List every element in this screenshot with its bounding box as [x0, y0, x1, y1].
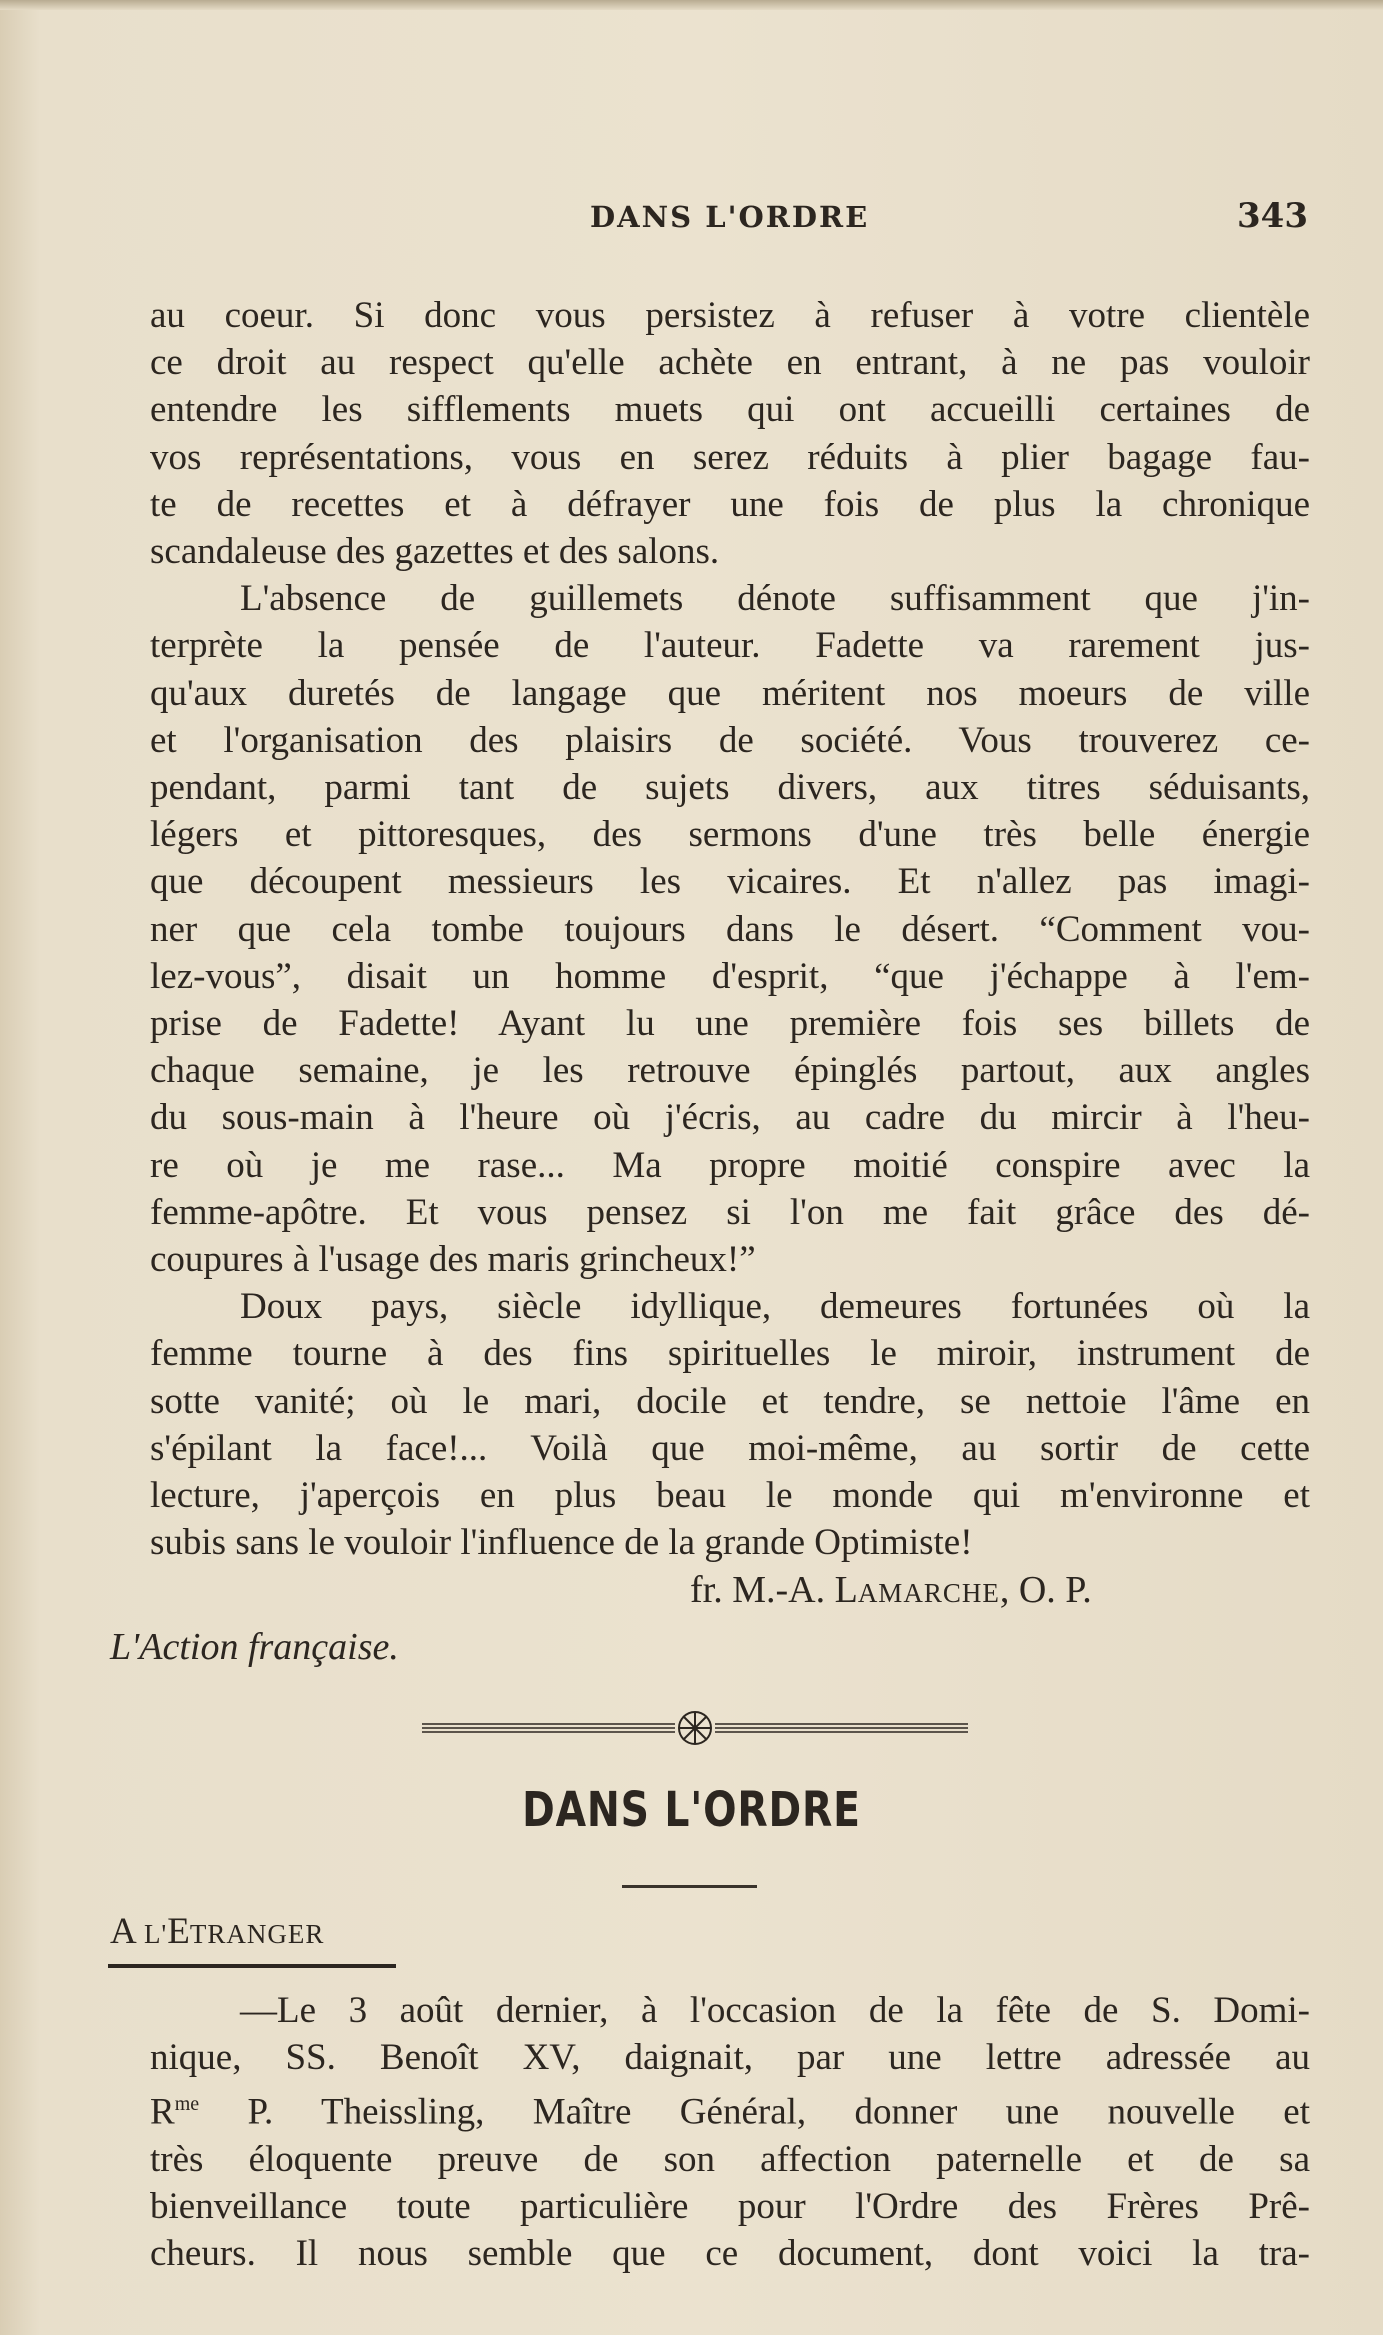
running-head: DANS L'ORDRE — [590, 200, 870, 234]
subheading-smallcaps-1: L' — [143, 1919, 168, 1949]
paragraph-2 — [150, 575, 1310, 1283]
paragraph-3 — [150, 1283, 1310, 1566]
text-line-with-abbr — [150, 2081, 1310, 2136]
text-line: ner que cela tombe toujours dans le désert. “Comment vou- — [150, 908, 1310, 950]
text-line: subis sans le vouloir l'influence de la grande Optimiste! — [150, 1522, 973, 1564]
subheading-rule — [108, 1964, 396, 1968]
text-line: entendre les sifflements muets qui ont accueilli certaines de — [150, 389, 1310, 431]
article-body — [150, 292, 1310, 1566]
ornament-divider-icon — [420, 1708, 970, 1748]
text-line: cheurs. Il nous semble que ce document, dont voici la tra- — [150, 2233, 1310, 2275]
text-line: que découpent messieurs les vicaires. Et n'allez pas imagi- — [150, 861, 1310, 903]
abbr-main: R — [150, 2091, 175, 2133]
text-line: très éloquente preuve de son affection paternelle et de sa — [150, 2138, 1310, 2180]
subheading-cap: E — [167, 1911, 190, 1952]
text-line: sotte vanité; où le mari, docile et tendre, se nettoie l'âme en — [150, 1380, 1310, 1422]
author-signature — [690, 1568, 1092, 1612]
abbr-sup: me — [174, 2093, 200, 2116]
text-line: Doux pays, siècle idyllique, demeures fortunées où la — [240, 1286, 1310, 1328]
signature-prefix: fr. M.-A. L — [690, 1569, 858, 1611]
text-line: te de recettes et à défrayer une fois de plus la chronique — [150, 483, 1310, 525]
text-line: pendant, parmi tant de sujets divers, aux titres séduisants, — [150, 767, 1310, 809]
signature-suffix: , O. P. — [999, 1569, 1092, 1611]
text-line: bienveillance toute particulière pour l'Ordre des Frères Prê- — [150, 2186, 1310, 2228]
text-line: P. Theissling, Maître Général, donner une nouvelle et — [247, 2091, 1310, 2133]
signature-name: AMARCHE — [857, 1578, 1000, 1608]
text-line: L'absence de guillemets dénote suffisamment que j'in- — [240, 578, 1310, 620]
title-rule — [622, 1885, 757, 1888]
text-line: nique, SS. Benoît XV, daignait, par une lettre adressée au — [150, 2037, 1310, 2079]
text-line: scandaleuse des gazettes et des salons. — [150, 531, 720, 573]
subheading-smallcaps-2: TRANGER — [189, 1919, 325, 1949]
text-line: re où je me rase... Ma propre moitié conspire avec la — [150, 1144, 1310, 1186]
text-line: femme tourne à des fins spirituelles le miroir, instrument de — [150, 1333, 1310, 1375]
section-title: DANS L'ORDRE — [522, 1782, 861, 1838]
text-line: coupures à l'usage des maris grincheux!” — [150, 1239, 756, 1281]
paragraph-news — [150, 1987, 1310, 2278]
text-line: et l'organisation des plaisirs de société. Vous trouverez ce- — [150, 719, 1310, 761]
text-line: vos représentations, vous en serez réduits à plier bagage fau- — [150, 436, 1310, 478]
source-citation: L'Action française. — [110, 1626, 399, 1668]
page-top-edge — [0, 0, 1383, 10]
text-line: du sous-main à l'heure où j'écris, au cadre du mircir à l'heu- — [150, 1097, 1310, 1139]
text-line: —Le 3 août dernier, à l'occasion de la fête de S. Domi- — [240, 1990, 1310, 2031]
text-line: s'épilant la face!... Voilà que moi-même, au sortir de cette — [150, 1427, 1310, 1469]
text-line: terprète la pensée de l'auteur. Fadette va rarement jus- — [150, 625, 1310, 667]
subheading — [110, 1910, 324, 1953]
text-line: qu'aux duretés de langage que méritent nos moeurs de ville — [150, 672, 1310, 714]
text-line: prise de Fadette! Ayant lu une première fois ses billets de — [150, 1003, 1310, 1045]
text-line: ce droit au respect qu'elle achète en entrant, à ne pas vouloir — [150, 342, 1310, 384]
text-line: lecture, j'aperçois en plus beau le monde qui m'environne et — [150, 1475, 1310, 1517]
text-line: chaque semaine, je les retrouve épinglés partout, aux angles — [150, 1050, 1310, 1092]
paragraph-1 — [150, 292, 1310, 575]
subheading-initial: A — [110, 1911, 144, 1952]
text-line: femme-apôtre. Et vous pensez si l'on me fait grâce des dé- — [150, 1191, 1310, 1233]
text-line: lez-vous”, disait un homme d'esprit, “que j'échappe à l'em- — [150, 955, 1310, 997]
text-line: légers et pittoresques, des sermons d'une très belle énergie — [150, 814, 1310, 856]
news-body — [150, 1987, 1310, 2278]
page-number: 343 — [1237, 196, 1308, 236]
text-line: au coeur. Si donc vous persistez à refuser à votre clientèle — [150, 295, 1310, 336]
